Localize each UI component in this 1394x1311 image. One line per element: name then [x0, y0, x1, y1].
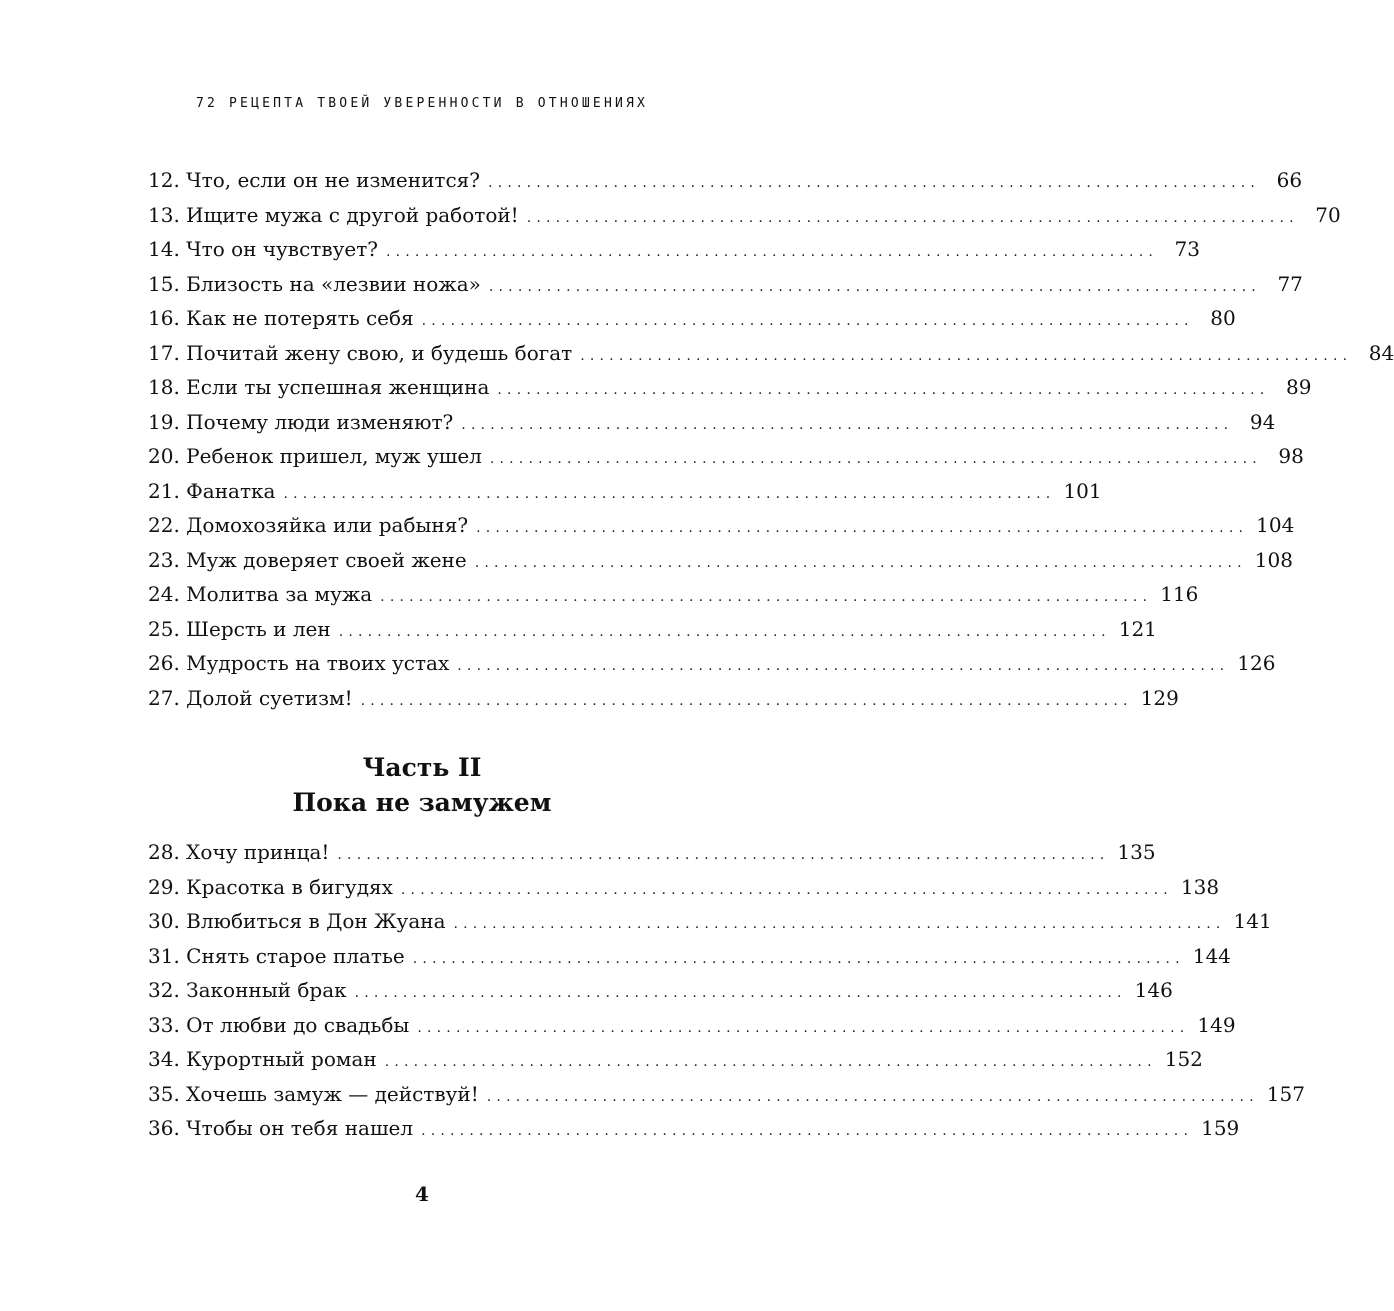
dot-leader: ................................................................................	[526, 209, 1299, 226]
toc-entry-page: 116	[1160, 582, 1199, 606]
toc-entry-page: 73	[1174, 237, 1200, 261]
toc-entry	[148, 904, 1272, 939]
toc-entry-title: 13. Ищите мужа с другой работой!	[148, 202, 519, 227]
toc-entry-title: 33. От любви до свадьбы	[148, 1012, 410, 1037]
dot-leader: ................................................................................	[412, 950, 1185, 967]
dot-leader: ................................................................................	[337, 847, 1110, 863]
dot-leader: ................................................................................	[400, 881, 1173, 898]
toc-entry-title: 22. Домохозяйка или рабыня?	[148, 513, 469, 537]
dot-leader: ................................................................................	[385, 244, 1158, 260]
toc-entry-page: 152	[1164, 1047, 1203, 1071]
toc-entry-title: 19. Почему люди изменяют?	[148, 409, 454, 434]
toc-entry	[148, 474, 1102, 509]
toc-entry	[148, 405, 1276, 440]
toc-entry	[148, 301, 1236, 336]
toc-entry-page: 144	[1192, 943, 1231, 968]
toc-entry-title: 16. Как не потерять себя	[148, 306, 414, 330]
toc-entry-page: 89	[1285, 375, 1312, 399]
dot-leader: ................................................................................	[453, 916, 1226, 932]
dot-leader: ................................................................................	[354, 985, 1127, 1001]
toc-list-part-2	[148, 835, 1305, 1146]
toc-entry	[148, 870, 1220, 905]
toc-entry-page: 80	[1210, 306, 1236, 330]
dot-leader: ................................................................................	[580, 347, 1353, 364]
dot-leader: ................................................................................	[380, 589, 1153, 605]
toc-entry-title: 12. Что, если он не изменится?	[148, 168, 481, 192]
toc-entry-title: 26. Мудрость на твоих устах	[148, 651, 450, 675]
toc-entry	[148, 646, 1276, 681]
dot-leader: ................................................................................	[486, 1088, 1259, 1105]
toc-entry-page: 141	[1233, 909, 1272, 933]
toc-entry	[148, 267, 1303, 302]
toc-entry-page: 138	[1180, 874, 1220, 899]
toc-entry-page: 157	[1266, 1081, 1305, 1106]
toc-entry-title: 36. Чтобы он тебя нашел	[148, 1116, 414, 1140]
toc-list-part-1	[148, 163, 1394, 715]
toc-entry	[148, 612, 1157, 647]
toc-entry-page: 126	[1237, 651, 1276, 675]
toc-entry-page: 108	[1254, 547, 1293, 572]
toc-entry	[148, 577, 1199, 612]
part-title: Пока не замужем	[292, 788, 552, 817]
toc-entry-title: 18. Если ты успешная женщина	[148, 375, 490, 399]
toc-entry-page: 66	[1276, 168, 1303, 192]
toc-entry	[148, 370, 1312, 405]
part-label: Часть II	[362, 753, 482, 782]
toc-entry	[148, 1077, 1305, 1112]
toc-entry	[148, 681, 1179, 716]
toc-entry-title: 34. Курортный роман	[148, 1047, 377, 1071]
toc-entry-title: 24. Молитва за мужа	[148, 582, 373, 606]
toc-entry	[148, 939, 1231, 974]
dot-leader: ................................................................................	[360, 692, 1133, 709]
toc-entry	[148, 336, 1394, 371]
toc-entry-title: 15. Близость на «лезвии ножа»	[148, 271, 481, 296]
toc-entry-page: 70	[1315, 202, 1341, 227]
dot-leader: ................................................................................	[476, 520, 1249, 536]
toc-entry-page: 94	[1249, 409, 1276, 434]
toc-entry-title: 35. Хочешь замуж — действуй!	[148, 1081, 479, 1106]
toc-entry	[148, 1111, 1240, 1146]
toc-entry-page: 149	[1197, 1012, 1236, 1037]
toc-entry-title: 21. Фанатка	[148, 478, 276, 503]
dot-leader: ................................................................................	[474, 554, 1247, 571]
toc-entry-title: 27. Долой суетизм!	[148, 685, 353, 710]
toc-entry-page: 159	[1201, 1116, 1240, 1140]
toc-entry-title: 17. Почитай жену свою, и будешь богат	[148, 340, 573, 365]
dot-leader: ................................................................................	[421, 1123, 1194, 1139]
toc-entry-page: 98	[1278, 444, 1304, 468]
page-number: 4	[415, 1182, 429, 1206]
toc-entry-page: 121	[1118, 616, 1157, 641]
toc-entry-page: 135	[1117, 840, 1156, 864]
toc-entry-title: 23. Муж доверяет своей жене	[148, 547, 467, 572]
toc-entry-title: 28. Хочу принца!	[148, 840, 330, 864]
dot-leader: ................................................................................	[417, 1019, 1190, 1036]
part-heading	[0, 750, 844, 820]
dot-leader: ................................................................................	[421, 313, 1194, 329]
toc-entry-page: 84	[1368, 340, 1394, 365]
toc-entry-page: 129	[1140, 685, 1179, 710]
toc-entry	[148, 1008, 1236, 1043]
toc-entry-page: 77	[1277, 271, 1303, 296]
toc-entry-page: 101	[1063, 478, 1102, 503]
toc-entry-title: 29. Красотка в бигудях	[148, 874, 393, 899]
toc-entry	[148, 835, 1156, 870]
toc-entry-title: 32. Законный брак	[148, 978, 347, 1002]
running-head: 72 РЕЦЕПТА ТВОЕЙ УВЕРЕННОСТИ В ОТНОШЕНИЯХ	[195, 96, 649, 111]
dot-leader: ................................................................................	[497, 382, 1270, 398]
toc-entry-page: 146	[1134, 978, 1173, 1002]
toc-entry	[148, 198, 1341, 233]
toc-entry	[148, 508, 1295, 543]
toc-entry-page: 104	[1256, 513, 1295, 537]
dot-leader: ................................................................................	[338, 623, 1111, 640]
dot-leader: ................................................................................	[384, 1054, 1157, 1070]
dot-leader: ................................................................................	[488, 278, 1261, 295]
toc-entry-title: 31. Снять старое платье	[148, 943, 405, 968]
toc-entry-title: 20. Ребенок пришел, муж ушел	[148, 444, 482, 468]
dot-leader: ................................................................................	[461, 416, 1234, 433]
dot-leader: ................................................................................	[457, 658, 1230, 674]
toc-entry-title: 25. Шерсть и лен	[148, 616, 331, 641]
toc-entry	[148, 439, 1304, 474]
toc-entry	[148, 973, 1173, 1008]
toc-entry-title: 30. Влюбиться в Дон Жуана	[148, 909, 446, 933]
toc-entry	[148, 1042, 1203, 1077]
dot-leader: ................................................................................	[283, 485, 1056, 502]
toc-entry	[148, 543, 1293, 578]
dot-leader: ................................................................................	[489, 451, 1262, 467]
toc-entry	[148, 232, 1200, 267]
toc-entry	[148, 163, 1303, 198]
toc-entry-title: 14. Что он чувствует?	[148, 237, 378, 261]
dot-leader: ................................................................................	[488, 175, 1261, 191]
